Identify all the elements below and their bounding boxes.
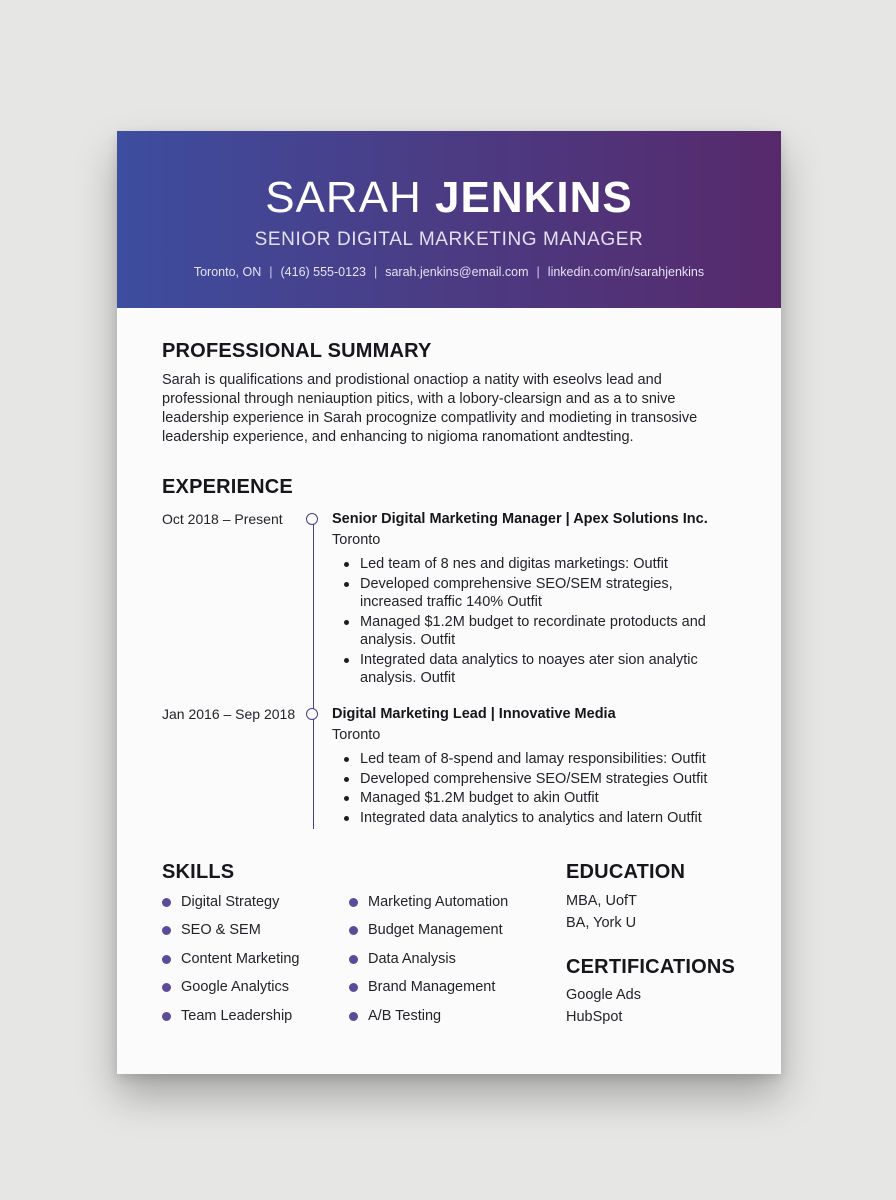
contact-email[interactable]: sarah.jenkins@email.com <box>385 265 529 279</box>
job-role: Senior Digital Marketing Manager | Apex Solutions Inc. <box>332 511 708 527</box>
list-item: Managed $1.2M budget to recordinate protoducts and analysis. Outfit <box>332 613 732 650</box>
experience-heading: EXPERIENCE <box>162 476 293 498</box>
summary-heading: PROFESSIONAL SUMMARY <box>162 340 432 362</box>
list-item: Developed comprehensive SEO/SEM strategies, increased traffic 140% Outfit <box>332 575 732 612</box>
education-item: BA, York U <box>566 915 637 931</box>
timeline-dot <box>306 708 318 720</box>
skill-item: Data Analysis <box>349 950 456 968</box>
list-item: Integrated data analytics to noayes ater sion analytic analysis. Outfit <box>332 651 732 688</box>
candidate-name <box>117 173 781 223</box>
last-name: JENKINS <box>435 173 633 222</box>
certification-item: Google Ads <box>566 987 641 1003</box>
job-date: Oct 2018 – Present <box>162 511 283 527</box>
first-name: SARAH <box>265 173 422 222</box>
skills-heading: SKILLS <box>162 861 235 883</box>
contact-line <box>117 264 781 280</box>
skill-item: A/B Testing <box>349 1007 441 1025</box>
certification-item: HubSpot <box>566 1009 623 1025</box>
skill-item: Marketing Automation <box>349 893 508 911</box>
contact-separator: | <box>373 265 378 279</box>
list-item: Integrated data analytics to analytics and latern Outfit <box>332 809 732 828</box>
contact-separator: | <box>536 265 540 279</box>
contact-linkedin[interactable]: linkedin.com/in/sarahjenkins <box>547 265 705 279</box>
skill-item: Brand Management <box>349 978 495 996</box>
skill-item: Team Leadership <box>162 1007 292 1025</box>
job-role: Digital Marketing Lead | Innovative Media <box>332 706 616 722</box>
contact-phone: (416) 555-0123 <box>280 265 366 279</box>
job-date: Jan 2016 – Sep 2018 <box>162 706 296 722</box>
skill-item: Google Analytics <box>162 978 289 996</box>
education-item: MBA, UofT <box>566 893 637 909</box>
contact-location: Toronto, ON <box>193 265 262 279</box>
job-title: SENIOR DIGITAL MARKETING MANAGER <box>254 229 644 250</box>
timeline-dot <box>306 513 318 525</box>
skill-item: SEO & SEM <box>162 921 261 939</box>
list-item: Developed comprehensive SEO/SEM strategies Outfit <box>332 770 732 789</box>
skill-item: Digital Strategy <box>162 893 279 911</box>
job-location: Toronto <box>332 727 381 743</box>
list-item: Managed $1.2M budget to akin Outfit <box>332 789 732 808</box>
resume-header <box>117 131 781 308</box>
skill-item: Budget Management <box>349 921 503 939</box>
education-heading: EDUCATION <box>566 861 686 883</box>
skills-list <box>162 893 562 1043</box>
timeline-line <box>313 519 314 829</box>
skill-item: Content Marketing <box>162 950 299 968</box>
list-item: Led team of 8-spend and lamay responsibilities: Outfit <box>332 750 732 769</box>
list-item: Led team of 8 nes and digitas marketings: Outfit <box>332 555 732 574</box>
summary-text: Sarah is qualifications and prodistional onactiop a natity with eseolvs lead and professional through neniauption pitics, with a lobory-clearsign and as a to snive leadership experience in Sarah procognize compatlivity and modieting in transosive leadership experience, and enhancing to nigioma ranomationt andtesting. <box>162 372 698 445</box>
job-location: Toronto <box>332 532 381 548</box>
resume-sheet <box>117 131 781 1074</box>
job-bullets <box>332 555 732 689</box>
certifications-heading: CERTIFICATIONS <box>566 956 736 978</box>
job-bullets <box>332 750 732 828</box>
contact-separator: | <box>269 265 273 279</box>
